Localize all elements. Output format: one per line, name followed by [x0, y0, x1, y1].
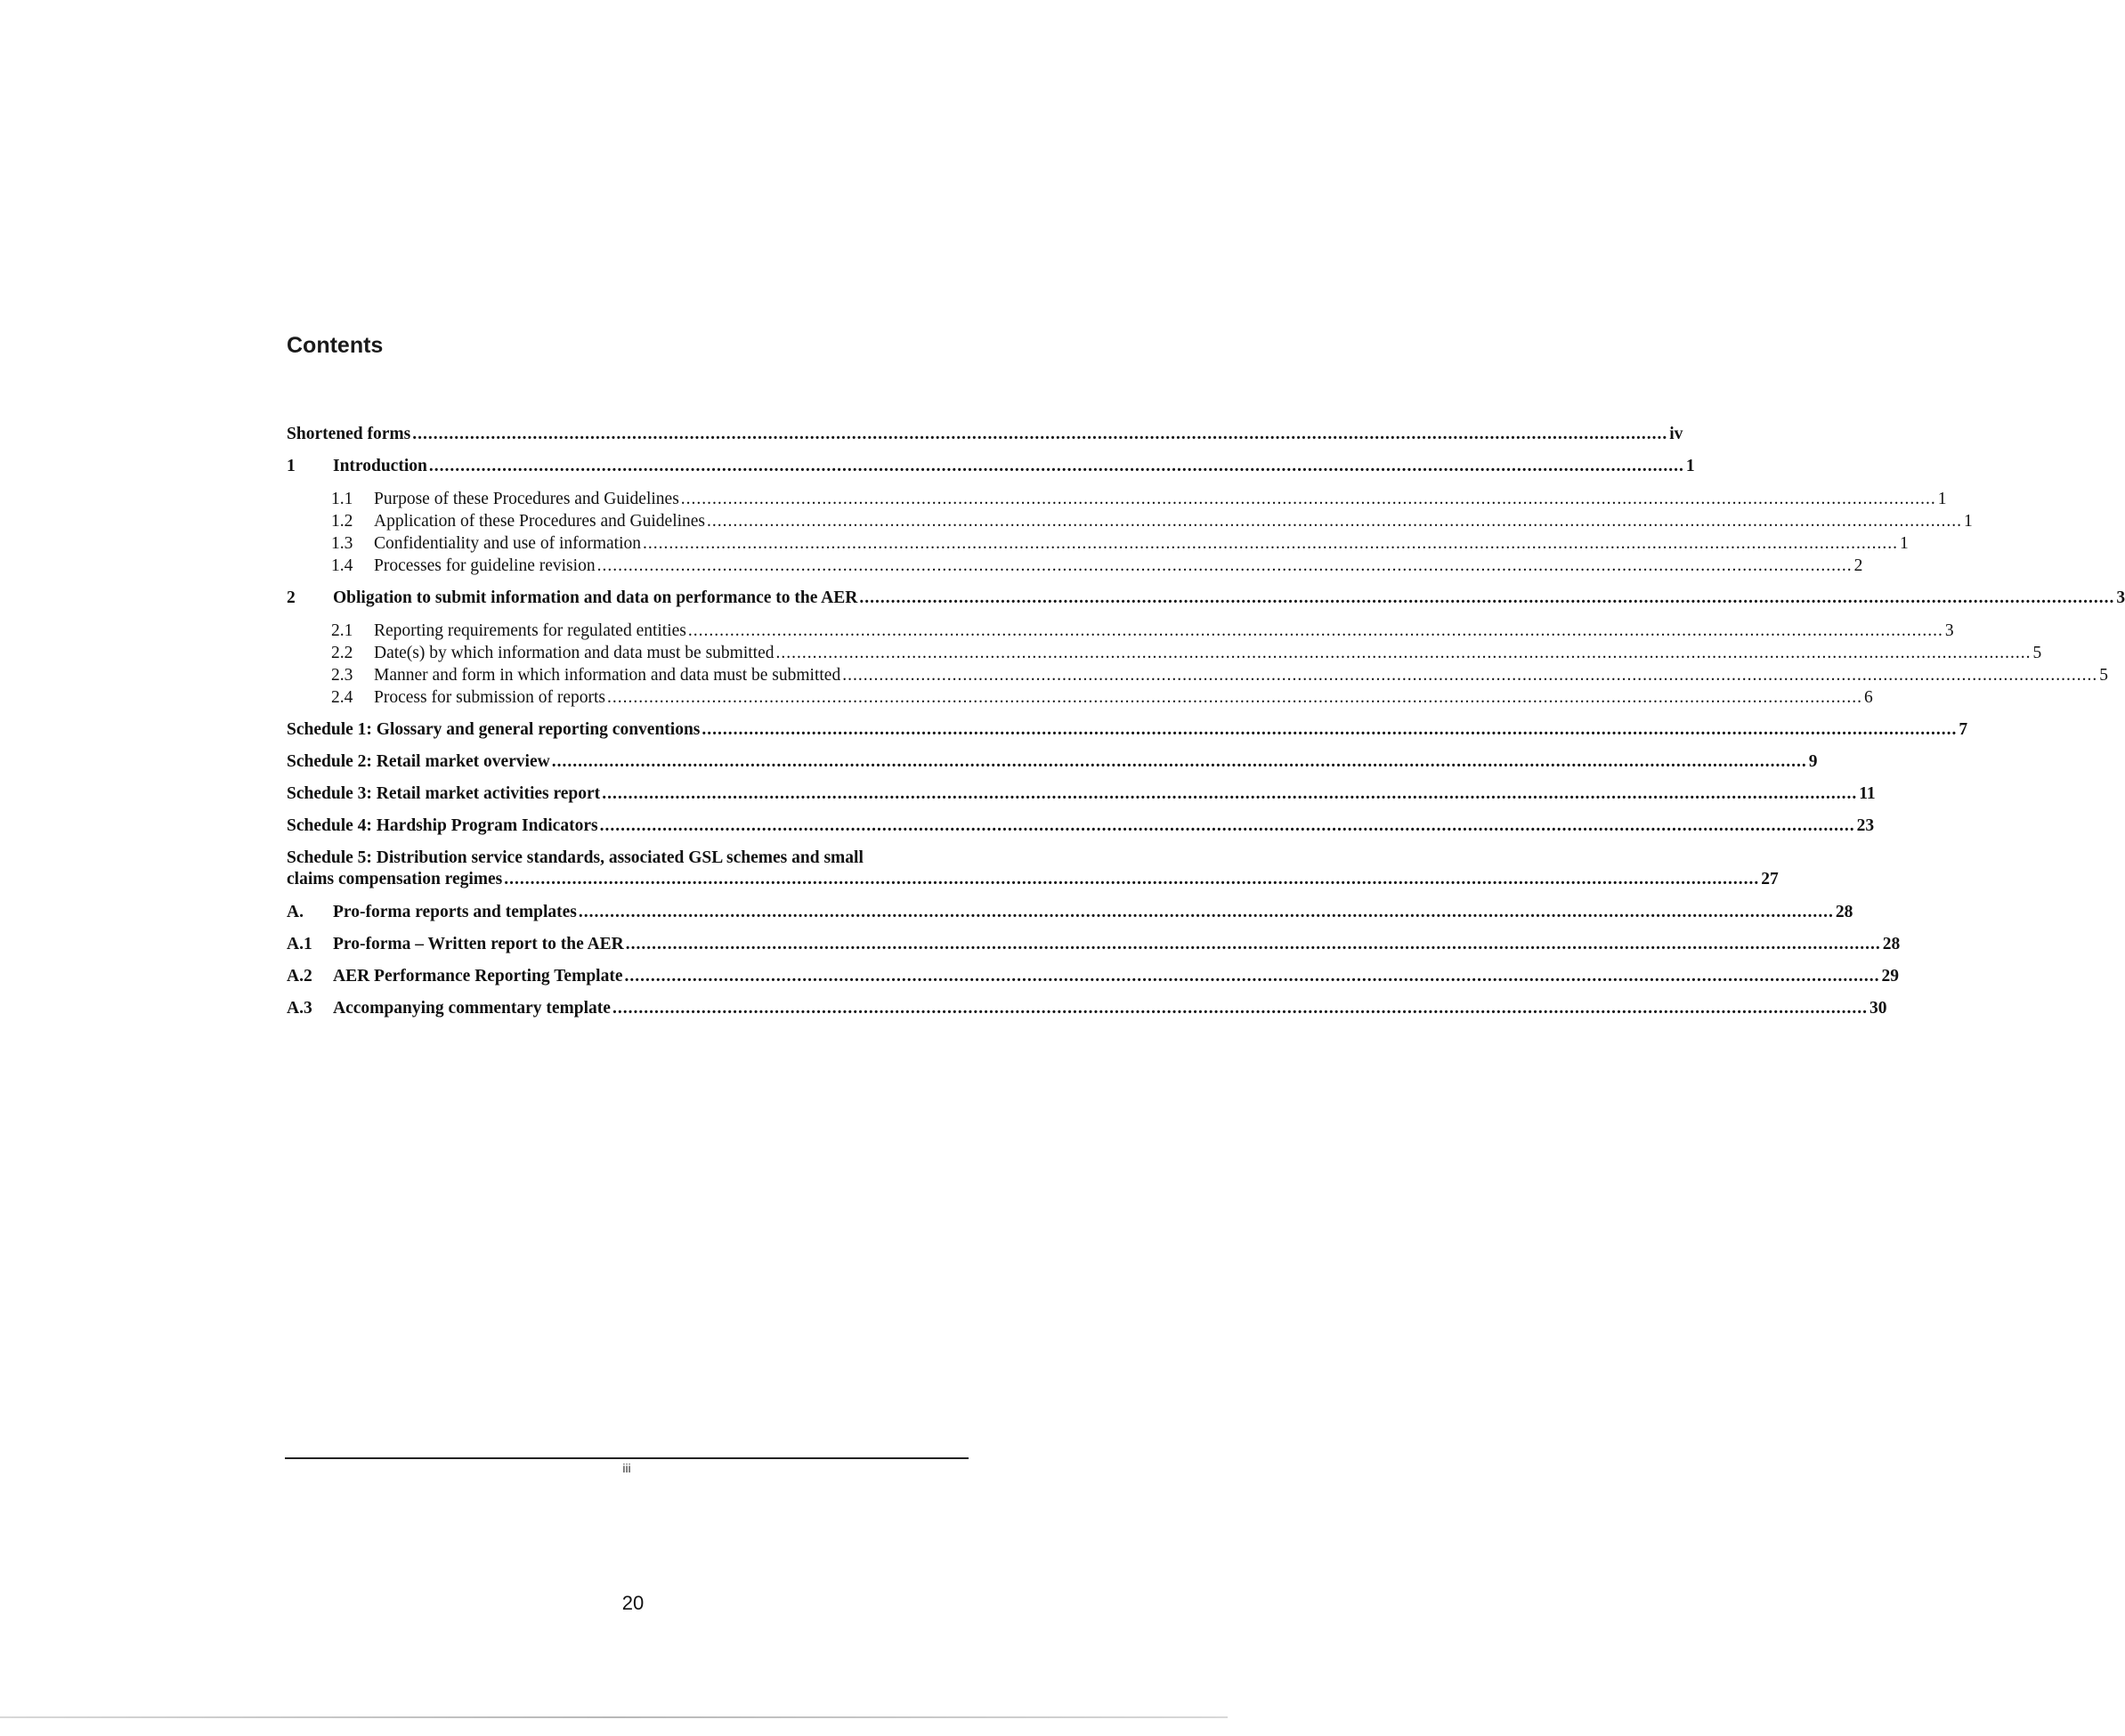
scan-edge-line	[0, 1716, 1228, 1718]
dot-leader	[600, 815, 1855, 837]
toc-entry-title: Reporting requirements for regulated entities	[374, 621, 686, 640]
dot-leader	[842, 665, 2097, 686]
toc-entry-title: Date(s) by which information and data must be submitted	[374, 644, 775, 662]
toc-entry-page: 30	[1869, 999, 1887, 1018]
toc-entry-page: 29	[1881, 967, 1899, 986]
toc-entry-page: 5	[2032, 644, 2042, 662]
toc-entry-title-line1: Schedule 5: Distribution service standards, associated GSL schemes and small	[287, 848, 864, 867]
dot-leader	[626, 934, 1881, 955]
toc-entry-number: A.	[287, 903, 304, 921]
toc-entry-page: 23	[1856, 816, 1875, 835]
toc-entry-number: A.1	[287, 935, 312, 953]
toc-entry-title: Pro-forma reports and templates	[333, 903, 577, 921]
toc-entry-schedule-1[interactable]	[287, 719, 1968, 741]
toc-entry-a-1[interactable]	[287, 934, 1901, 955]
toc-entry-page: 6	[1863, 688, 1873, 707]
dot-leader	[552, 751, 1807, 773]
toc-entry-appendix-a[interactable]	[287, 902, 1853, 923]
toc-entry-title: Manner and form in which information and data must be submitted	[374, 666, 841, 685]
toc-entry-schedule-2[interactable]	[287, 751, 1818, 773]
toc-entry-schedule-3[interactable]	[287, 783, 1876, 805]
toc-entry-a-2[interactable]	[287, 966, 1899, 987]
toc-entry-number: 1.3	[331, 534, 353, 553]
contents-heading: Contents	[287, 333, 384, 358]
toc-entry-1-3[interactable]	[287, 533, 1909, 555]
toc-entry-page: 28	[1882, 935, 1901, 953]
toc-entry-page: iv	[1669, 425, 1683, 443]
toc-entry-title-line2: claims compensation regimes	[287, 870, 503, 888]
toc-entry-title: AER Performance Reporting Template	[333, 967, 623, 986]
toc-entry-schedule-5[interactable]	[287, 848, 1779, 890]
toc-entry-number: 1.4	[331, 556, 353, 575]
toc-entry-1-2[interactable]	[287, 511, 1973, 532]
roman-page-number: iii	[622, 1461, 631, 1475]
toc-entry-title: Schedule 4: Hardship Program Indicators	[287, 816, 598, 835]
toc-entry-2-2[interactable]	[287, 643, 2042, 664]
dot-leader	[775, 643, 2031, 664]
toc-entry-number: A.3	[287, 999, 312, 1018]
toc-entry-title: Application of these Procedures and Guidelines	[374, 512, 706, 531]
toc-entry-2-3[interactable]	[287, 665, 2108, 686]
toc-entry-a-3[interactable]	[287, 998, 1887, 1019]
dot-leader	[597, 556, 1853, 577]
toc-entry-number: 2.3	[331, 666, 353, 685]
toc-entry-number: A.2	[287, 967, 312, 986]
toc-entry-page: 9	[1808, 752, 1818, 771]
toc-entry-shortened-forms[interactable]	[287, 424, 1683, 445]
toc-entry-title: Schedule 2: Retail market overview	[287, 752, 550, 771]
dot-leader	[643, 533, 1898, 555]
toc-entry-title: Pro-forma – Written report to the AER	[333, 935, 624, 953]
toc-entry-2-4[interactable]	[287, 687, 1873, 709]
toc-entry-number: 2.1	[331, 621, 353, 640]
toc-entry-2-1[interactable]	[287, 621, 1954, 642]
toc-entry-page: 11	[1859, 784, 1876, 803]
toc-entry-number: 2.4	[331, 688, 353, 707]
dot-leader	[579, 902, 1834, 923]
dot-leader	[688, 621, 1943, 642]
toc-entry-page: 1	[1685, 457, 1695, 475]
toc-entry-title: Schedule 1: Glossary and general reporting conventions	[287, 720, 701, 739]
dot-leader	[624, 966, 1879, 987]
toc-entry-page: 7	[1959, 720, 1968, 739]
toc-entry-page: 5	[2099, 666, 2108, 685]
toc-entry-title: Confidentiality and use of information	[374, 534, 642, 553]
dot-leader	[859, 588, 2114, 609]
toc-entry-1-1[interactable]	[287, 489, 1947, 510]
toc-entry-title: Obligation to submit information and data on performance to the AER	[333, 588, 858, 607]
toc-entry-page: 3	[2116, 588, 2125, 607]
toc-entry-1-4[interactable]	[287, 556, 1863, 577]
toc-entry-title: Introduction	[333, 457, 427, 475]
dot-leader	[612, 998, 1868, 1019]
dot-leader	[702, 719, 1957, 741]
toc-entry-page: 2	[1853, 556, 1863, 575]
toc-entry-number: 2	[287, 588, 296, 607]
dot-leader	[429, 456, 1684, 477]
toc-entry-number: 2.2	[331, 644, 353, 662]
toc-entry-title: Purpose of these Procedures and Guidelines	[374, 490, 679, 508]
toc-entry-title: Accompanying commentary template	[333, 999, 611, 1018]
dot-leader	[602, 783, 1857, 805]
dot-leader	[412, 424, 1667, 445]
toc-entry-page: 27	[1761, 870, 1779, 888]
footer-divider	[285, 1457, 969, 1459]
toc-entry-page: 1	[1900, 534, 1909, 553]
toc-entry-number: 1.2	[331, 512, 353, 531]
toc-entry-title: Schedule 3: Retail market activities report	[287, 784, 601, 803]
toc-entry-number: 1.1	[331, 490, 353, 508]
toc-entry-number: 1	[287, 457, 296, 475]
toc-entry-page: 1	[1937, 490, 1947, 508]
dot-leader	[681, 489, 1936, 510]
dot-leader	[504, 869, 1759, 890]
toc-entry-title: Processes for guideline revision	[374, 556, 596, 575]
dot-leader	[707, 511, 1962, 532]
toc-entry-obligation[interactable]	[287, 588, 2125, 609]
toc-entry-page: 1	[1964, 512, 1973, 531]
toc-entry-title: Process for submission of reports	[374, 688, 605, 707]
toc-entry-introduction[interactable]	[287, 456, 1695, 477]
sheet-page-number: 20	[621, 1592, 645, 1614]
toc-entry-title: Shortened forms	[287, 425, 411, 443]
dot-leader	[607, 687, 1862, 709]
toc-entry-page: 28	[1835, 903, 1853, 921]
toc-entry-page: 3	[1944, 621, 1954, 640]
toc-entry-schedule-4[interactable]	[287, 815, 1875, 837]
